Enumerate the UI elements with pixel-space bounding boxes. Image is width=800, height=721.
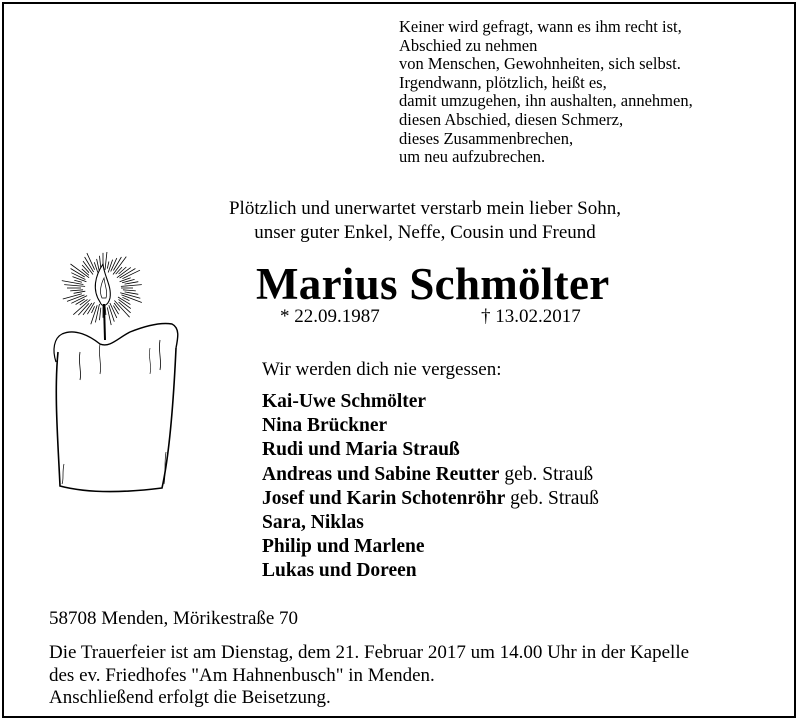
service-info [49, 642, 789, 710]
flame-ray [70, 290, 83, 291]
flame-ray [63, 294, 82, 299]
poem-line: diesen Abschied, diesen Schmerz, [399, 109, 624, 129]
list-item: Sara, Niklas [262, 512, 364, 534]
flame-ray [100, 308, 101, 321]
flame-ray [62, 281, 84, 285]
flame-ray [80, 299, 88, 305]
list-item: Andreas und Sabine Reutter geb. Strauß [262, 463, 594, 485]
flame-ray [114, 303, 120, 310]
service-line-3: Anschließend erfolgt die Beisetzung. [49, 687, 331, 708]
flame-ray [82, 269, 89, 275]
flame-ray [125, 282, 139, 284]
flame-ray [82, 265, 89, 273]
flame-ray [74, 291, 86, 293]
flame-ray [107, 262, 109, 269]
service-line-1: Die Trauerfeier ist am Dienstag, dem 21. Februar 2017 um 14.00 Uhr in der Kapelle [49, 642, 690, 663]
flame-ray [121, 285, 142, 287]
deceased-name: Marius Schmölter [256, 259, 610, 309]
flame-ray [125, 292, 139, 294]
announcement-line-1: Plötzlich und unerwartet verstarb mein lieber Sohn, [228, 198, 622, 219]
flame-ray [119, 267, 127, 274]
flame-ray [95, 304, 99, 323]
list-item: Rudi und Maria Strauß [262, 439, 460, 461]
flame-ray [64, 285, 85, 287]
list-item: Josef und Karin Schotenröhr geb. Strauß [262, 487, 599, 509]
poem-line: Abschied zu nehmen [399, 35, 538, 55]
list-item: Nina Brückner [262, 415, 388, 437]
flame-ray [74, 280, 82, 282]
flame-ray [97, 259, 100, 270]
flame-ray [73, 300, 90, 315]
flame-ray [76, 299, 85, 305]
maiden-name-note: geb. Strauß [510, 487, 599, 509]
poem-line: damit umzugehen, ihn aushalten, annehmen, [399, 91, 693, 111]
birth-date: * 22.09.1987 [280, 306, 380, 327]
poem [399, 18, 789, 167]
announcement-line-2: unser guter Enkel, Neffe, Cousin und Freund [254, 222, 596, 243]
poem-line: dieses Zusammenbrechen, [399, 128, 574, 148]
poem-line: Irgendwann, plötzlich, heißt es, [399, 72, 607, 92]
maiden-name-note: geb. Strauß [504, 463, 594, 485]
service-line-2: des ev. Friedhofes "Am Hahnenbusch" in Menden. [49, 664, 435, 686]
list-item: Lukas und Doreen [262, 560, 417, 582]
list-item: Philip und Marlene [262, 536, 425, 558]
flame-ray [105, 252, 107, 270]
list-item: Kai-Uwe Schmölter [262, 391, 427, 412]
poem-line: um neu aufzubrechen. [399, 147, 546, 167]
poem-line: von Menschen, Gewohnheiten, sich selbst. [399, 54, 681, 74]
flame-ray [123, 290, 136, 291]
announcement [0, 197, 800, 245]
mourner-list [262, 390, 599, 584]
flame-ray [100, 256, 101, 268]
address: 58708 Menden, Mörikestraße 70 [49, 608, 299, 629]
farewell-text: Wir werden dich nie vergessen: [262, 359, 502, 380]
candle-icon [40, 252, 190, 497]
death-date: † 13.02.2017 [481, 306, 581, 327]
poem-line: Keiner wird gefragt, wann es ihm recht ist, [399, 17, 682, 36]
flame-ray [116, 267, 122, 274]
